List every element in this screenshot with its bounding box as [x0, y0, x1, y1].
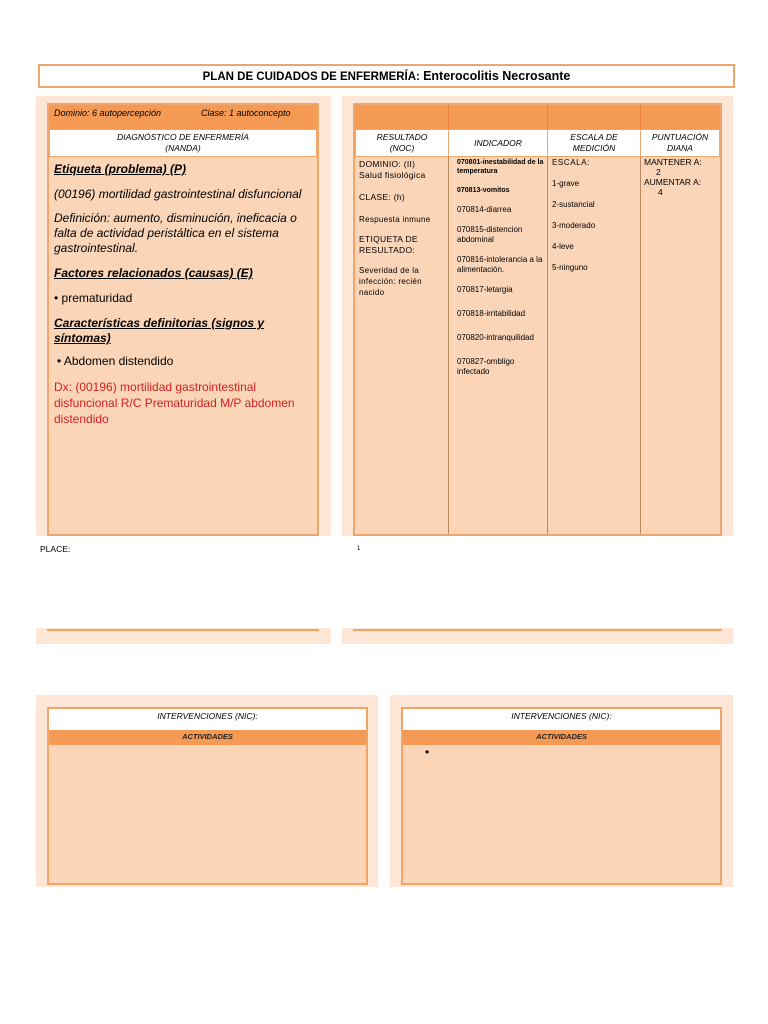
header-resultado-line2: (NOC): [389, 143, 415, 153]
indicador-item: 070818-irritabilidad: [457, 309, 526, 318]
diagnosis-header-line1: DIAGNÓSTICO DE ENFERMERÍA: [117, 132, 249, 142]
resultado-salud: Salud fisiológica: [359, 170, 426, 180]
title-prefix: PLAN DE CUIDADOS DE ENFERMERÍA:: [202, 71, 420, 83]
actividades-header-left: ACTIVIDADES: [49, 730, 366, 745]
intervention-title-right: INTERVENCIONES (NIC):: [403, 709, 720, 730]
separator-line-right: [353, 629, 722, 631]
etiqueta-heading: Etiqueta (problema) (P): [54, 162, 187, 176]
outcome-table: [353, 103, 722, 536]
divider: [640, 105, 641, 129]
escala-label: ESCALA:: [552, 158, 590, 167]
escala-item: 5-ninguno: [552, 263, 588, 272]
divider: [448, 105, 449, 129]
header-escala-line2: MEDICIÓN: [572, 143, 616, 153]
diagnosis-header: [49, 129, 317, 157]
indicador-item: 070814-diarrea: [457, 205, 512, 214]
definicion-text: Definición: aumento, disminución, ineficacia o falta de actividad peristáltica en el sistema gastrointestinal.: [54, 211, 297, 255]
diagnosis-box: [47, 103, 319, 536]
puntuacion-mantener: MANTENER A:: [644, 157, 702, 167]
actividades-header-right: ACTIVIDADES: [403, 730, 720, 745]
indicador-item: 070813-vomitos: [457, 187, 510, 194]
header-puntuacion-line1: PUNTUACIÓN: [651, 132, 709, 142]
caracteristicas-item: • Abdomen distendido: [57, 354, 174, 368]
indicador-column: [457, 158, 545, 377]
header-indicador-label: INDICADOR: [474, 137, 522, 148]
indicador-item: 070827-ombligo infectado: [457, 357, 515, 376]
page-number: 1: [357, 546, 361, 552]
indicador-item: 070820-intranquilidad: [457, 333, 534, 342]
actividades-bullet: •: [425, 745, 430, 759]
escala-item: 4-leve: [552, 242, 574, 251]
place-label: PLACE:: [40, 544, 71, 554]
header-escala: [547, 129, 641, 157]
puntuacion-aumentar: AUMENTAR A:: [644, 177, 701, 187]
puntuacion-aumentar-value: 4: [658, 187, 663, 197]
separator-line-left: [47, 629, 319, 631]
escala-item: 2-sustancial: [552, 200, 595, 209]
caracteristicas-heading: Características definitorias (signos y síntomas): [54, 316, 265, 345]
outcome-top-row: [355, 105, 720, 129]
intervention-title-left: INTERVENCIONES (NIC):: [49, 709, 366, 730]
escala-item: 1-grave: [552, 179, 580, 188]
resultado-etiqueta-1: ETIQUETA DE: [359, 234, 418, 244]
title-subject: Enterocolitis Necrosante: [423, 69, 571, 83]
header-escala-line1: ESCALA DE: [570, 132, 618, 142]
resultado-respuesta: Respuesta inmune: [359, 215, 431, 224]
indicador-item: 070817-letargia: [457, 285, 513, 294]
resultado-etiqueta-2: RESULTADO:: [359, 245, 416, 255]
factores-item: • prematuridad: [54, 291, 133, 305]
divider: [547, 105, 548, 129]
puntuacion-mantener-value: 2: [656, 167, 661, 177]
resultado-dominio: DOMINIO: (II): [359, 159, 416, 169]
divider: [547, 157, 548, 534]
etiqueta-text: (00196) mortilidad gastrointestinal disfuncional: [54, 187, 302, 201]
dx-text: Dx: (00196) mortilidad gastrointestinal disfuncional R/C Prematuridad M/P abdomen distendido: [54, 380, 295, 426]
divider: [448, 157, 449, 534]
puntuacion-column: [644, 157, 720, 197]
header-puntuacion-line2: DIANA: [667, 143, 693, 153]
escala-item: 3-moderado: [552, 221, 596, 230]
factores-heading: Factores relacionados (causas) (E): [54, 266, 253, 280]
header-puntuacion: [640, 129, 720, 157]
divider: [640, 157, 641, 534]
resultado-clase: CLASE: (h): [359, 192, 405, 202]
indicador-item: 070801-inestabilidad de la temperatura: [457, 159, 544, 175]
resultado-column: [359, 159, 445, 298]
header-indicador: [448, 129, 548, 157]
diagnosis-header-line2: (NANDA): [165, 143, 201, 153]
intervention-box-right: [401, 707, 722, 885]
intervention-box-left: [47, 707, 368, 885]
diagnosis-content: [54, 162, 316, 427]
resultado-severidad: Severidad de la infección: recién nacido: [359, 266, 422, 297]
page-title: [38, 64, 735, 88]
class-label: Clase: 1 autoconcepto: [201, 108, 291, 118]
domain-label: Dominio: 6 autopercepción: [54, 108, 162, 118]
escala-column: [552, 158, 638, 273]
header-resultado: [355, 129, 449, 157]
indicador-item: 070816-intolerancia a la alimentación.: [457, 255, 543, 274]
header-resultado-line1: RESULTADO: [376, 132, 428, 142]
domain-header: [49, 105, 317, 129]
indicador-item: 070815-distencion abdominal: [457, 225, 523, 244]
